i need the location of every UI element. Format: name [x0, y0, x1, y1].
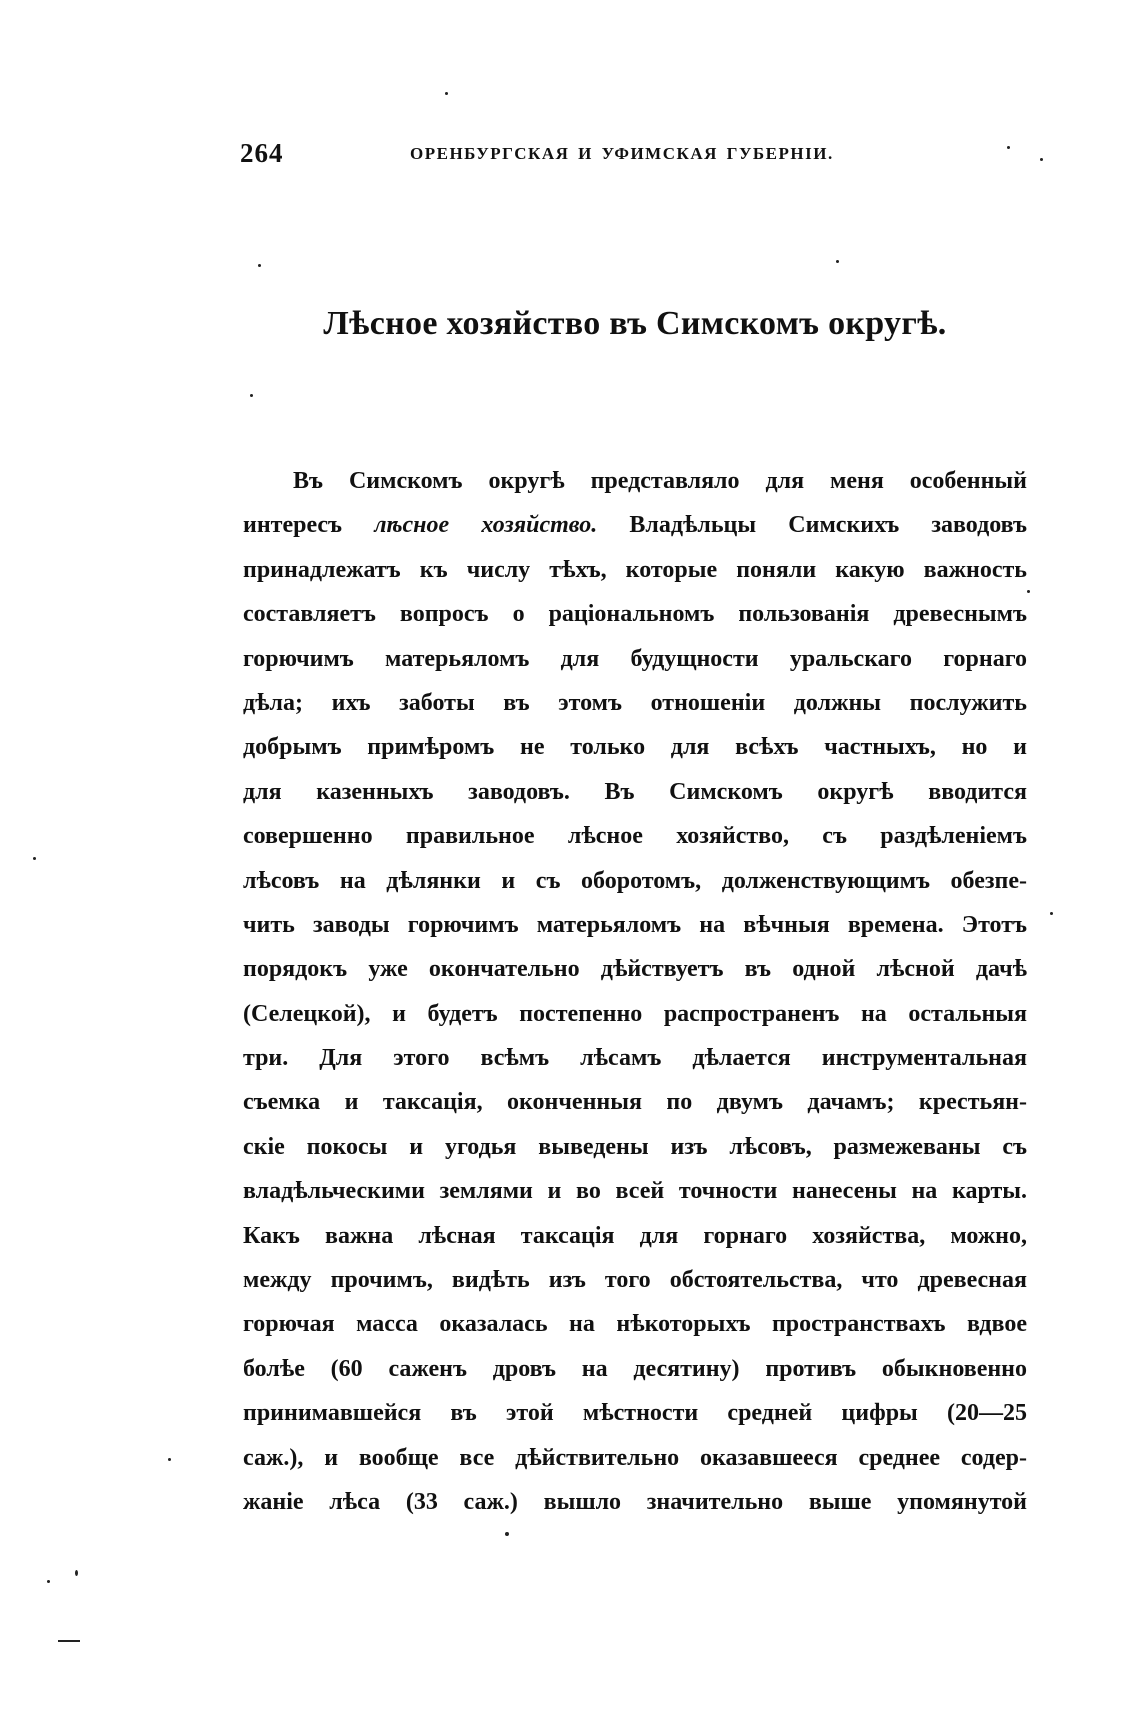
text-line: составляетъ вопросъ о раціональномъ пользованія древеснымъ [243, 601, 1027, 628]
text-line: горючая масса оказалась на нѣкоторыхъ пространствахъ вдвое [243, 1311, 1027, 1338]
scan-speck [168, 1458, 171, 1461]
text-line: Какъ важна лѣсная таксація для горнаго хозяйства, можно, [243, 1222, 1027, 1249]
scan-speck [33, 857, 36, 860]
text-line [243, 503, 1027, 547]
text-line: горючимъ матерьяломъ для будущности уральскаго горнаго [243, 645, 1027, 672]
text-fragment: Владѣльцы Симскихъ заводовъ [597, 512, 1027, 539]
running-title: ОРЕНБУРГСКАЯ И УФИМСКАЯ ГУБЕРНІИ. [410, 144, 834, 163]
scan-speck [1027, 590, 1030, 593]
text-line: для казенныхъ заводовъ. Въ Симскомъ округѣ вводится [243, 778, 1027, 805]
text-line: чить заводы горючимъ матерьяломъ на вѣчныя времена. Этотъ [243, 911, 1027, 938]
text-line: между прочимъ, видѣть изъ того обстоятельства, что древесная [243, 1267, 1027, 1294]
text-line: Въ Симскомъ округѣ представляло для меня особенный [293, 468, 1027, 494]
scan-speck [445, 92, 448, 95]
scan-speck [1040, 158, 1043, 161]
text-line: съемка и таксація, оконченныя по двумъ дачамъ; крестьян- [243, 1089, 1027, 1116]
running-header [240, 138, 1030, 172]
italic-phrase: лѣсное хозяйство. [374, 512, 598, 539]
text-line: владѣльческими землями и во всей точности нанесены на карты. [243, 1178, 1027, 1205]
section-title: Лѣсное хозяйство въ Симскомъ округѣ. [323, 305, 947, 342]
scan-speck [258, 264, 261, 267]
scan-speck [250, 394, 253, 397]
text-line: скіе покосы и угодья выведены изъ лѣсовъ, размежеваны съ [243, 1133, 1027, 1160]
text-line: принадлежатъ къ числу тѣхъ, которые поняли какую важность [243, 556, 1027, 583]
scan-speck [1007, 146, 1010, 149]
body-paragraph [243, 459, 1027, 1524]
text-line: порядокъ уже окончательно дѣйствуетъ въ одной лѣсной дачѣ [243, 956, 1027, 983]
text-line: добрымъ примѣромъ не только для всѣхъ частныхъ, но и [243, 734, 1027, 761]
scan-speck [505, 1532, 509, 1536]
text-line: три. Для этого всѣмъ лѣсамъ дѣлается инструментальная [243, 1045, 1027, 1072]
margin-mark [58, 1640, 80, 1642]
scan-speck [75, 1570, 78, 1576]
text-line: лѣсовъ на дѣлянки и съ оборотомъ, долженствующимъ обезпе- [243, 867, 1027, 894]
page-number: 264 [240, 138, 284, 168]
text-line: дѣла; ихъ заботы въ этомъ отношеніи должны послужить [243, 689, 1027, 716]
scan-speck [836, 260, 839, 263]
text-line: жаніе лѣса (33 саж.) вышло значительно выше упомянутой [243, 1488, 1027, 1515]
scan-speck [47, 1580, 50, 1583]
text-fragment: интересъ [243, 512, 375, 539]
text-line: принимавшейся въ этой мѣстности средней цифры (20—25 [243, 1400, 1027, 1427]
scan-speck [1050, 912, 1053, 915]
text-line: совершенно правильное лѣсное хозяйство, съ раздѣленіемъ [243, 823, 1027, 850]
text-line: саж.), и вообще все дѣйствительно оказавшееся среднее содер- [243, 1444, 1027, 1471]
text-line: болѣе (60 саженъ дровъ на десятину) противъ обыкновенно [243, 1355, 1027, 1382]
text-line: (Селецкой), и будетъ постепенно распространенъ на остальныя [243, 1000, 1027, 1027]
